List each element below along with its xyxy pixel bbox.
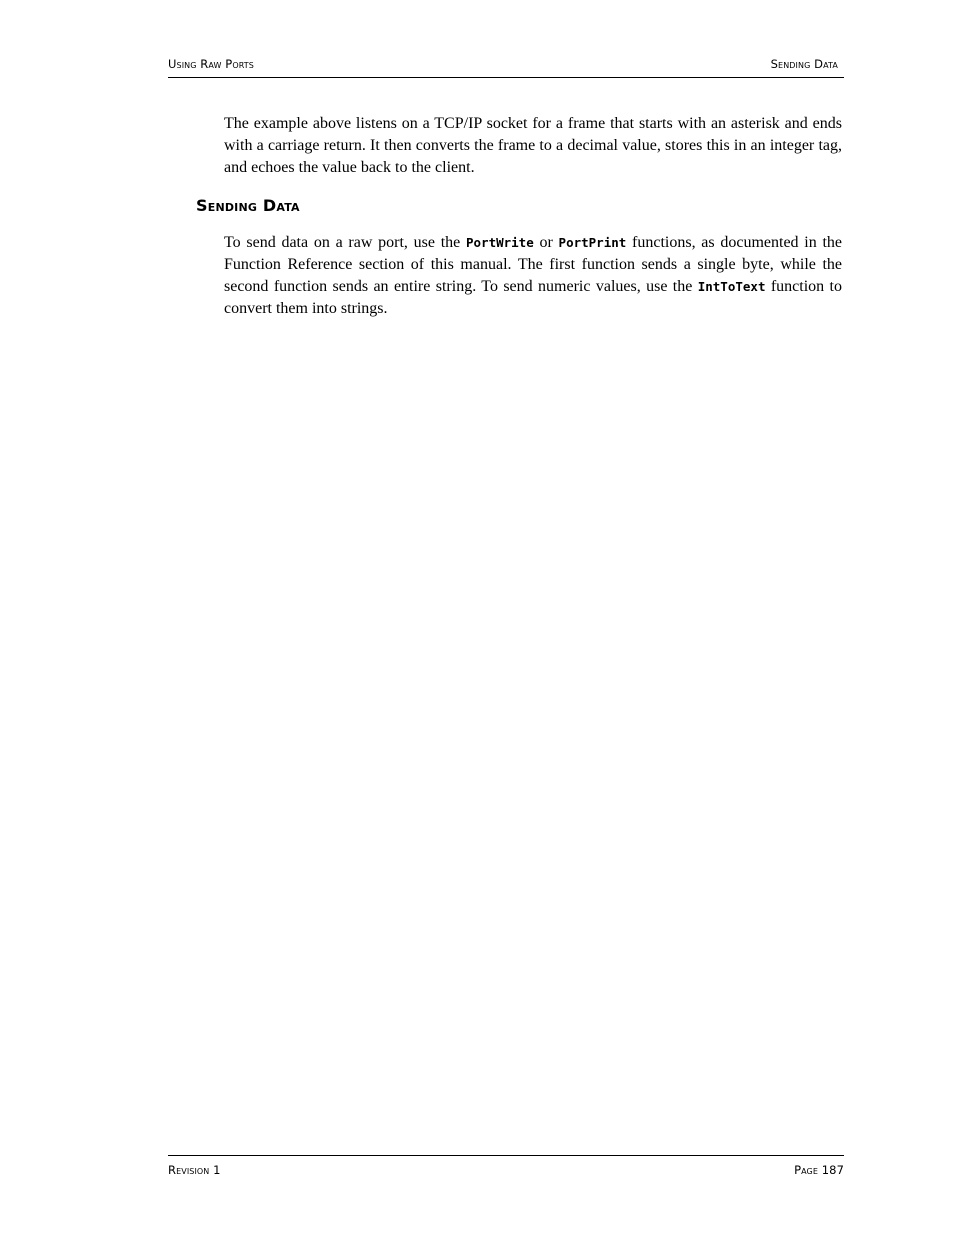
- paragraph-2-text-1: To send data on a raw port, use the: [224, 234, 466, 251]
- page-header: [168, 55, 844, 78]
- function-name-portwrite: PortWrite: [466, 235, 534, 250]
- paragraph-2-text-4: function to convert them into strings.: [224, 278, 842, 317]
- section-heading: Sending Data: [196, 196, 300, 215]
- body-paragraph-2: [224, 232, 842, 320]
- footer-revision: Revision 1: [168, 1163, 221, 1177]
- header-section-title: Sending Data: [770, 57, 838, 71]
- paragraph-2-text-3: functions, as documented in the Function Reference section of this manual. The first function sends a single byte, while the second function sends an entire string. To send numeric values, use the: [224, 234, 843, 295]
- function-name-portprint: PortPrint: [558, 235, 627, 250]
- paragraph-2-text-2: or: [533, 234, 559, 251]
- footer-page-number: Page 187: [794, 1163, 844, 1177]
- page-footer: [168, 1155, 844, 1178]
- header-chapter-title: Using Raw Ports: [168, 57, 254, 71]
- body-paragraph-1: The example above listens on a TCP/IP socket for a frame that starts with an asterisk and ends with a carriage return. It then converts the frame to a decimal value, stores this in an integer tag, and echoes the value back to the client.: [224, 115, 842, 176]
- function-name-inttotext: IntToText: [697, 279, 766, 294]
